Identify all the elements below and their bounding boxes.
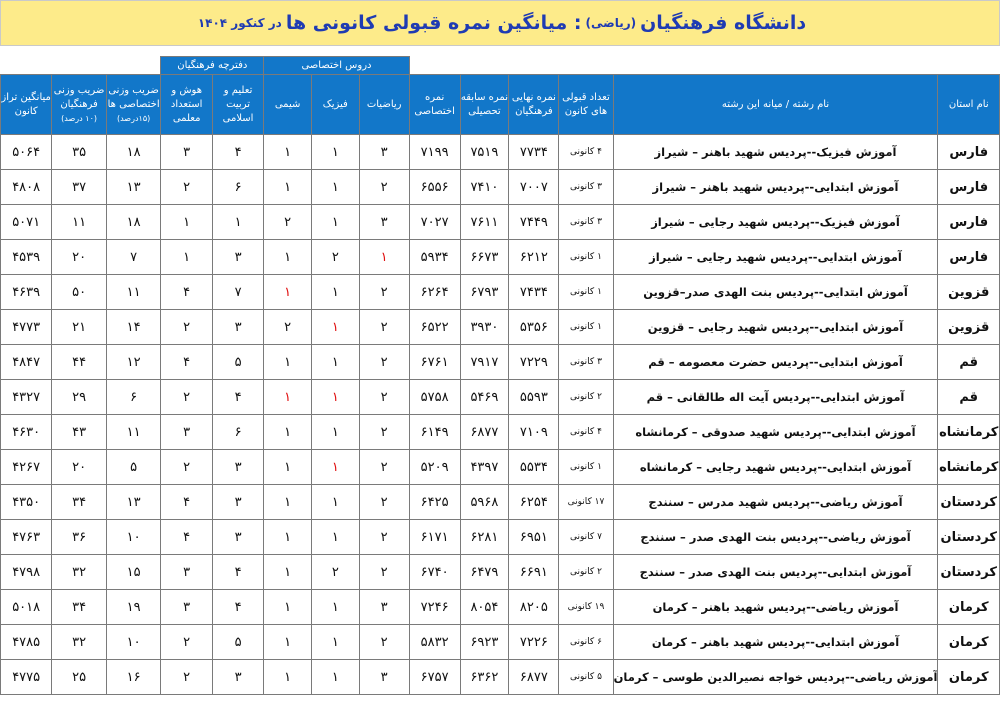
cell-math: ۲ bbox=[359, 275, 409, 310]
cell-final-score: ۶۶۹۱ bbox=[509, 555, 559, 590]
cell-coef-cultural: ۳۴ bbox=[52, 485, 107, 520]
cell-record-score: ۵۹۶۸ bbox=[460, 485, 509, 520]
cell-physics: ۱ bbox=[311, 520, 359, 555]
table-row bbox=[1, 240, 1000, 275]
cell-chemistry: ۱ bbox=[264, 345, 312, 380]
cell-major: آموزش ریاضی--پردیس بنت الهدی صدر – سنندج bbox=[613, 520, 938, 555]
cell-chemistry: ۱ bbox=[264, 170, 312, 205]
cell-chemistry: ۱ bbox=[264, 450, 312, 485]
col-chemistry: شیمی bbox=[264, 75, 312, 135]
cell-coef-special: ۵ bbox=[106, 450, 161, 485]
col-count: تعداد قبولی های کانون bbox=[559, 75, 613, 135]
cell-chemistry: ۱ bbox=[264, 380, 312, 415]
cell-coef-special: ۱۱ bbox=[106, 415, 161, 450]
cell-final-score: ۷۴۳۴ bbox=[509, 275, 559, 310]
cell-islamic: ۴ bbox=[212, 555, 263, 590]
col-coef-special bbox=[106, 75, 161, 135]
cell-average: ۵۰۱۸ bbox=[1, 590, 52, 625]
cell-special-score: ۶۵۵۶ bbox=[409, 170, 460, 205]
cell-chemistry: ۱ bbox=[264, 485, 312, 520]
cell-coef-cultural: ۳۵ bbox=[52, 135, 107, 170]
cell-count: ۴ کانونی bbox=[559, 415, 613, 450]
cell-talent: ۳ bbox=[161, 135, 213, 170]
cell-islamic: ۴ bbox=[212, 135, 263, 170]
cell-coef-cultural: ۳۲ bbox=[52, 625, 107, 660]
cell-talent: ۴ bbox=[161, 520, 213, 555]
cell-average: ۴۷۹۸ bbox=[1, 555, 52, 590]
cell-record-score: ۶۲۸۱ bbox=[460, 520, 509, 555]
cell-talent: ۳ bbox=[161, 555, 213, 590]
cell-average: ۴۶۳۰ bbox=[1, 415, 52, 450]
table-row bbox=[1, 450, 1000, 485]
cell-average: ۵۰۶۴ bbox=[1, 135, 52, 170]
cell-coef-special: ۱۲ bbox=[106, 345, 161, 380]
cell-record-score: ۶۳۶۲ bbox=[460, 660, 509, 695]
cell-physics: ۱ bbox=[311, 415, 359, 450]
cell-islamic: ۳ bbox=[212, 660, 263, 695]
cell-physics: ۱ bbox=[311, 170, 359, 205]
cell-physics: ۲ bbox=[311, 555, 359, 590]
col-talent: هوش و استعداد معلمی bbox=[161, 75, 213, 135]
coef-cultural-note: (۱۰ درصد) bbox=[61, 113, 97, 123]
cell-record-score: ۶۷۹۳ bbox=[460, 275, 509, 310]
cell-average: ۴۳۵۰ bbox=[1, 485, 52, 520]
cell-special-score: ۶۵۲۲ bbox=[409, 310, 460, 345]
cell-math: ۲ bbox=[359, 450, 409, 485]
cell-count: ۷ کانونی bbox=[559, 520, 613, 555]
cell-coef-cultural: ۵۰ bbox=[52, 275, 107, 310]
cell-talent: ۲ bbox=[161, 450, 213, 485]
cell-special-score: ۶۱۷۱ bbox=[409, 520, 460, 555]
cell-physics: ۱ bbox=[311, 380, 359, 415]
cell-major: آموزش ابتدایی--پردیس شهید رجایی – قزوین bbox=[613, 310, 938, 345]
cell-coef-cultural: ۳۷ bbox=[52, 170, 107, 205]
cell-count: ۴ کانونی bbox=[559, 135, 613, 170]
cell-average: ۴۳۲۷ bbox=[1, 380, 52, 415]
cell-coef-cultural: ۱۱ bbox=[52, 205, 107, 240]
page-title bbox=[0, 0, 1000, 46]
title-year: در کنکور ۱۴۰۴ bbox=[197, 16, 282, 30]
cell-coef-special: ۱۸ bbox=[106, 205, 161, 240]
cell-coef-cultural: ۲۱ bbox=[52, 310, 107, 345]
cell-average: ۴۷۷۳ bbox=[1, 310, 52, 345]
cell-islamic: ۶ bbox=[212, 415, 263, 450]
cell-chemistry: ۱ bbox=[264, 660, 312, 695]
cell-final-score: ۶۲۵۴ bbox=[509, 485, 559, 520]
cell-math: ۳ bbox=[359, 205, 409, 240]
cell-math: ۳ bbox=[359, 660, 409, 695]
cell-coef-special: ۱۹ bbox=[106, 590, 161, 625]
cell-math: ۲ bbox=[359, 380, 409, 415]
cell-average: ۵۰۷۱ bbox=[1, 205, 52, 240]
cell-major: آموزش ریاضی--پردیس شهید مدرس – سنندج bbox=[613, 485, 938, 520]
cell-islamic: ۳ bbox=[212, 450, 263, 485]
cell-province: کرمان bbox=[938, 625, 1000, 660]
cell-record-score: ۴۳۹۷ bbox=[460, 450, 509, 485]
scores-table bbox=[0, 56, 1000, 695]
cell-province: فارس bbox=[938, 205, 1000, 240]
cell-record-score: ۸۰۵۴ bbox=[460, 590, 509, 625]
cell-province: کردستان bbox=[938, 520, 1000, 555]
cell-province: قم bbox=[938, 380, 1000, 415]
cell-talent: ۴ bbox=[161, 345, 213, 380]
cell-chemistry: ۲ bbox=[264, 205, 312, 240]
col-major: نام رشته / میانه این رشته bbox=[613, 75, 938, 135]
cell-coef-special: ۱۵ bbox=[106, 555, 161, 590]
cell-final-score: ۶۲۱۲ bbox=[509, 240, 559, 275]
cell-talent: ۳ bbox=[161, 415, 213, 450]
cell-province: فارس bbox=[938, 240, 1000, 275]
cell-record-score: ۶۸۷۷ bbox=[460, 415, 509, 450]
title-field: (ریاضی) bbox=[585, 16, 637, 30]
cell-math: ۲ bbox=[359, 485, 409, 520]
cell-coef-special: ۶ bbox=[106, 380, 161, 415]
coef-special-note: (۱۵درصد) bbox=[116, 113, 151, 123]
cell-coef-special: ۱۰ bbox=[106, 520, 161, 555]
cell-coef-cultural: ۴۴ bbox=[52, 345, 107, 380]
cell-province: فارس bbox=[938, 135, 1000, 170]
cell-final-score: ۷۱۰۹ bbox=[509, 415, 559, 450]
cell-special-score: ۶۴۲۵ bbox=[409, 485, 460, 520]
table-row bbox=[1, 310, 1000, 345]
cell-final-score: ۵۵۹۳ bbox=[509, 380, 559, 415]
cell-coef-cultural: ۲۵ bbox=[52, 660, 107, 695]
cell-physics: ۱ bbox=[311, 135, 359, 170]
cell-final-score: ۵۳۵۶ bbox=[509, 310, 559, 345]
group-specialized: دروس اختصاصی bbox=[264, 57, 409, 75]
cell-record-score: ۷۶۱۱ bbox=[460, 205, 509, 240]
cell-math: ۲ bbox=[359, 345, 409, 380]
cell-physics: ۱ bbox=[311, 345, 359, 380]
cell-islamic: ۷ bbox=[212, 275, 263, 310]
coef-cultural-label: ضریب وزنی فرهنگیان bbox=[53, 84, 105, 110]
cell-special-score: ۶۱۴۹ bbox=[409, 415, 460, 450]
cell-coef-special: ۱۳ bbox=[106, 485, 161, 520]
cell-special-score: ۵۷۵۸ bbox=[409, 380, 460, 415]
cell-islamic: ۳ bbox=[212, 310, 263, 345]
cell-coef-cultural: ۴۳ bbox=[52, 415, 107, 450]
table-row bbox=[1, 485, 1000, 520]
cell-final-score: ۷۰۰۷ bbox=[509, 170, 559, 205]
cell-count: ۶ کانونی bbox=[559, 625, 613, 660]
cell-major: آموزش ریاضی--پردیس شهید باهنر – کرمان bbox=[613, 590, 938, 625]
cell-physics: ۱ bbox=[311, 660, 359, 695]
table-row bbox=[1, 275, 1000, 310]
cell-record-score: ۵۴۶۹ bbox=[460, 380, 509, 415]
cell-special-score: ۶۷۵۷ bbox=[409, 660, 460, 695]
table-row bbox=[1, 205, 1000, 240]
cell-math: ۲ bbox=[359, 170, 409, 205]
col-province: نام استان bbox=[938, 75, 1000, 135]
cell-math: ۲ bbox=[359, 555, 409, 590]
cell-special-score: ۷۱۹۹ bbox=[409, 135, 460, 170]
cell-average: ۴۷۶۳ bbox=[1, 520, 52, 555]
cell-islamic: ۵ bbox=[212, 625, 263, 660]
cell-coef-cultural: ۲۹ bbox=[52, 380, 107, 415]
cell-final-score: ۷۲۲۶ bbox=[509, 625, 559, 660]
cell-record-score: ۷۵۱۹ bbox=[460, 135, 509, 170]
table-row bbox=[1, 135, 1000, 170]
cell-math: ۳ bbox=[359, 590, 409, 625]
header-row bbox=[1, 75, 1000, 135]
table-row bbox=[1, 625, 1000, 660]
cell-major: آموزش ابتدایی--پردیس شهید صدوقی – کرمانشاه bbox=[613, 415, 938, 450]
cell-average: ۴۶۳۹ bbox=[1, 275, 52, 310]
cell-count: ۱ کانونی bbox=[559, 275, 613, 310]
cell-talent: ۱ bbox=[161, 205, 213, 240]
cell-coef-cultural: ۳۶ bbox=[52, 520, 107, 555]
cell-coef-cultural: ۲۰ bbox=[52, 240, 107, 275]
cell-math: ۲ bbox=[359, 625, 409, 660]
cell-special-score: ۶۷۶۱ bbox=[409, 345, 460, 380]
cell-special-score: ۵۹۳۴ bbox=[409, 240, 460, 275]
col-special-score: نمره اختصاصی bbox=[409, 75, 460, 135]
col-record-score: نمره سابقه تحصیلی bbox=[460, 75, 509, 135]
cell-final-score: ۵۵۳۴ bbox=[509, 450, 559, 485]
table-row bbox=[1, 555, 1000, 590]
cell-final-score: ۶۸۷۷ bbox=[509, 660, 559, 695]
cell-special-score: ۷۰۲۷ bbox=[409, 205, 460, 240]
cell-physics: ۱ bbox=[311, 310, 359, 345]
cell-count: ۳ کانونی bbox=[559, 205, 613, 240]
cell-physics: ۱ bbox=[311, 485, 359, 520]
cell-chemistry: ۱ bbox=[264, 625, 312, 660]
table-row bbox=[1, 415, 1000, 450]
cell-talent: ۲ bbox=[161, 170, 213, 205]
cell-count: ۳ کانونی bbox=[559, 345, 613, 380]
col-math: ریاضیات bbox=[359, 75, 409, 135]
cell-islamic: ۶ bbox=[212, 170, 263, 205]
cell-coef-special: ۱۳ bbox=[106, 170, 161, 205]
cell-record-score: ۷۴۱۰ bbox=[460, 170, 509, 205]
col-final-score: نمره نهایی فرهنگیان bbox=[509, 75, 559, 135]
table-row bbox=[1, 345, 1000, 380]
cell-math: ۲ bbox=[359, 310, 409, 345]
cell-major: آموزش فیزیک--پردیس شهید رجایی – شیراز bbox=[613, 205, 938, 240]
cell-islamic: ۵ bbox=[212, 345, 263, 380]
cell-final-score: ۷۲۲۹ bbox=[509, 345, 559, 380]
cell-major: آموزش ابتدایی--پردیس بنت الهدی صدر–قزوین bbox=[613, 275, 938, 310]
cell-record-score: ۶۹۲۳ bbox=[460, 625, 509, 660]
table-row bbox=[1, 660, 1000, 695]
cell-final-score: ۸۲۰۵ bbox=[509, 590, 559, 625]
cell-islamic: ۴ bbox=[212, 380, 263, 415]
cell-major: آموزش ابتدایی--پردیس آیت اله طالقانی – قم bbox=[613, 380, 938, 415]
cell-chemistry: ۲ bbox=[264, 310, 312, 345]
cell-math: ۲ bbox=[359, 520, 409, 555]
cell-coef-cultural: ۳۲ bbox=[52, 555, 107, 590]
cell-final-score: ۷۷۳۴ bbox=[509, 135, 559, 170]
cell-major: آموزش فیزیک--پردیس شهید باهنر – شیراز bbox=[613, 135, 938, 170]
cell-islamic: ۳ bbox=[212, 520, 263, 555]
cell-talent: ۳ bbox=[161, 590, 213, 625]
cell-islamic: ۱ bbox=[212, 205, 263, 240]
cell-count: ۳ کانونی bbox=[559, 170, 613, 205]
cell-province: کردستان bbox=[938, 555, 1000, 590]
cell-province: کرمانشاه bbox=[938, 450, 1000, 485]
cell-coef-cultural: ۳۴ bbox=[52, 590, 107, 625]
table-row bbox=[1, 590, 1000, 625]
cell-coef-special: ۷ bbox=[106, 240, 161, 275]
table-row bbox=[1, 520, 1000, 555]
cell-islamic: ۴ bbox=[212, 590, 263, 625]
cell-chemistry: ۱ bbox=[264, 555, 312, 590]
cell-average: ۴۷۷۵ bbox=[1, 660, 52, 695]
cell-special-score: ۵۲۰۹ bbox=[409, 450, 460, 485]
cell-major: آموزش ابتدایی--پردیس شهید باهنر – کرمان bbox=[613, 625, 938, 660]
cell-coef-special: ۱۶ bbox=[106, 660, 161, 695]
header-group-row bbox=[1, 57, 1000, 75]
col-coef-cultural bbox=[52, 75, 107, 135]
cell-record-score: ۷۹۱۷ bbox=[460, 345, 509, 380]
cell-province: کرمان bbox=[938, 660, 1000, 695]
cell-talent: ۱ bbox=[161, 240, 213, 275]
table-body bbox=[1, 135, 1000, 695]
cell-chemistry: ۱ bbox=[264, 590, 312, 625]
table-row bbox=[1, 380, 1000, 415]
cell-major: آموزش ابتدایی--پردیس بنت الهدی صدر – سنندج bbox=[613, 555, 938, 590]
cell-count: ۱۹ کانونی bbox=[559, 590, 613, 625]
col-islamic: تعلیم و تربیت اسلامی bbox=[212, 75, 263, 135]
cell-talent: ۴ bbox=[161, 485, 213, 520]
cell-major: آموزش ابتدایی--پردیس شهید رجایی – شیراز bbox=[613, 240, 938, 275]
cell-physics: ۲ bbox=[311, 240, 359, 275]
cell-coef-special: ۱۰ bbox=[106, 625, 161, 660]
cell-major: آموزش ابتدایی--پردیس حضرت معصومه – قم bbox=[613, 345, 938, 380]
cell-coef-special: ۱۱ bbox=[106, 275, 161, 310]
cell-province: کرمان bbox=[938, 590, 1000, 625]
col-physics: فیزیک bbox=[311, 75, 359, 135]
cell-final-score: ۷۴۴۹ bbox=[509, 205, 559, 240]
cell-chemistry: ۱ bbox=[264, 135, 312, 170]
cell-special-score: ۶۷۴۰ bbox=[409, 555, 460, 590]
cell-province: قزوین bbox=[938, 275, 1000, 310]
cell-chemistry: ۱ bbox=[264, 240, 312, 275]
cell-record-score: ۶۴۷۹ bbox=[460, 555, 509, 590]
cell-islamic: ۳ bbox=[212, 485, 263, 520]
cell-talent: ۲ bbox=[161, 625, 213, 660]
cell-physics: ۱ bbox=[311, 205, 359, 240]
cell-special-score: ۵۸۳۲ bbox=[409, 625, 460, 660]
cell-talent: ۲ bbox=[161, 310, 213, 345]
col-average: میانگین تراز کانون bbox=[1, 75, 52, 135]
cell-province: کردستان bbox=[938, 485, 1000, 520]
cell-major: آموزش ابتدایی--پردیس شهید باهنر – شیراز bbox=[613, 170, 938, 205]
coef-special-label: ضریب وزنی اختصاصی ها bbox=[107, 84, 160, 110]
cell-special-score: ۷۲۴۶ bbox=[409, 590, 460, 625]
group-cultural: دفترچه فرهنگیان bbox=[161, 57, 264, 75]
cell-record-score: ۳۹۳۰ bbox=[460, 310, 509, 345]
cell-coef-cultural: ۲۰ bbox=[52, 450, 107, 485]
cell-coef-special: ۱۸ bbox=[106, 135, 161, 170]
title-main: : میانگین نمره قبولی کانونی ها bbox=[285, 12, 582, 34]
cell-physics: ۱ bbox=[311, 450, 359, 485]
cell-average: ۴۷۸۵ bbox=[1, 625, 52, 660]
cell-province: کرمانشاه bbox=[938, 415, 1000, 450]
cell-chemistry: ۱ bbox=[264, 415, 312, 450]
cell-talent: ۲ bbox=[161, 660, 213, 695]
cell-coef-special: ۱۴ bbox=[106, 310, 161, 345]
cell-count: ۱ کانونی bbox=[559, 450, 613, 485]
cell-province: قم bbox=[938, 345, 1000, 380]
cell-major: آموزش ابتدایی--پردیس شهید رجایی – کرمانشاه bbox=[613, 450, 938, 485]
cell-count: ۱۷ کانونی bbox=[559, 485, 613, 520]
cell-count: ۲ کانونی bbox=[559, 380, 613, 415]
cell-count: ۱ کانونی bbox=[559, 240, 613, 275]
cell-physics: ۱ bbox=[311, 275, 359, 310]
cell-chemistry: ۱ bbox=[264, 275, 312, 310]
cell-average: ۴۸۴۷ bbox=[1, 345, 52, 380]
cell-islamic: ۳ bbox=[212, 240, 263, 275]
cell-math: ۳ bbox=[359, 135, 409, 170]
cell-math: ۲ bbox=[359, 415, 409, 450]
cell-chemistry: ۱ bbox=[264, 520, 312, 555]
cell-final-score: ۶۹۵۱ bbox=[509, 520, 559, 555]
cell-count: ۲ کانونی bbox=[559, 555, 613, 590]
cell-count: ۱ کانونی bbox=[559, 310, 613, 345]
cell-talent: ۲ bbox=[161, 380, 213, 415]
cell-province: فارس bbox=[938, 170, 1000, 205]
cell-record-score: ۶۶۷۳ bbox=[460, 240, 509, 275]
title-university: دانشگاه فرهنگیان bbox=[640, 12, 807, 34]
cell-math: ۱ bbox=[359, 240, 409, 275]
cell-average: ۴۸۰۸ bbox=[1, 170, 52, 205]
cell-province: قزوین bbox=[938, 310, 1000, 345]
cell-talent: ۴ bbox=[161, 275, 213, 310]
cell-average: ۴۲۶۷ bbox=[1, 450, 52, 485]
cell-average: ۴۵۳۹ bbox=[1, 240, 52, 275]
cell-special-score: ۶۲۶۴ bbox=[409, 275, 460, 310]
table-row bbox=[1, 170, 1000, 205]
cell-physics: ۱ bbox=[311, 625, 359, 660]
cell-count: ۵ کانونی bbox=[559, 660, 613, 695]
cell-physics: ۱ bbox=[311, 590, 359, 625]
cell-major: آموزش ریاضی--پردیس خواجه نصیرالدین طوسی – کرمان bbox=[613, 660, 938, 695]
